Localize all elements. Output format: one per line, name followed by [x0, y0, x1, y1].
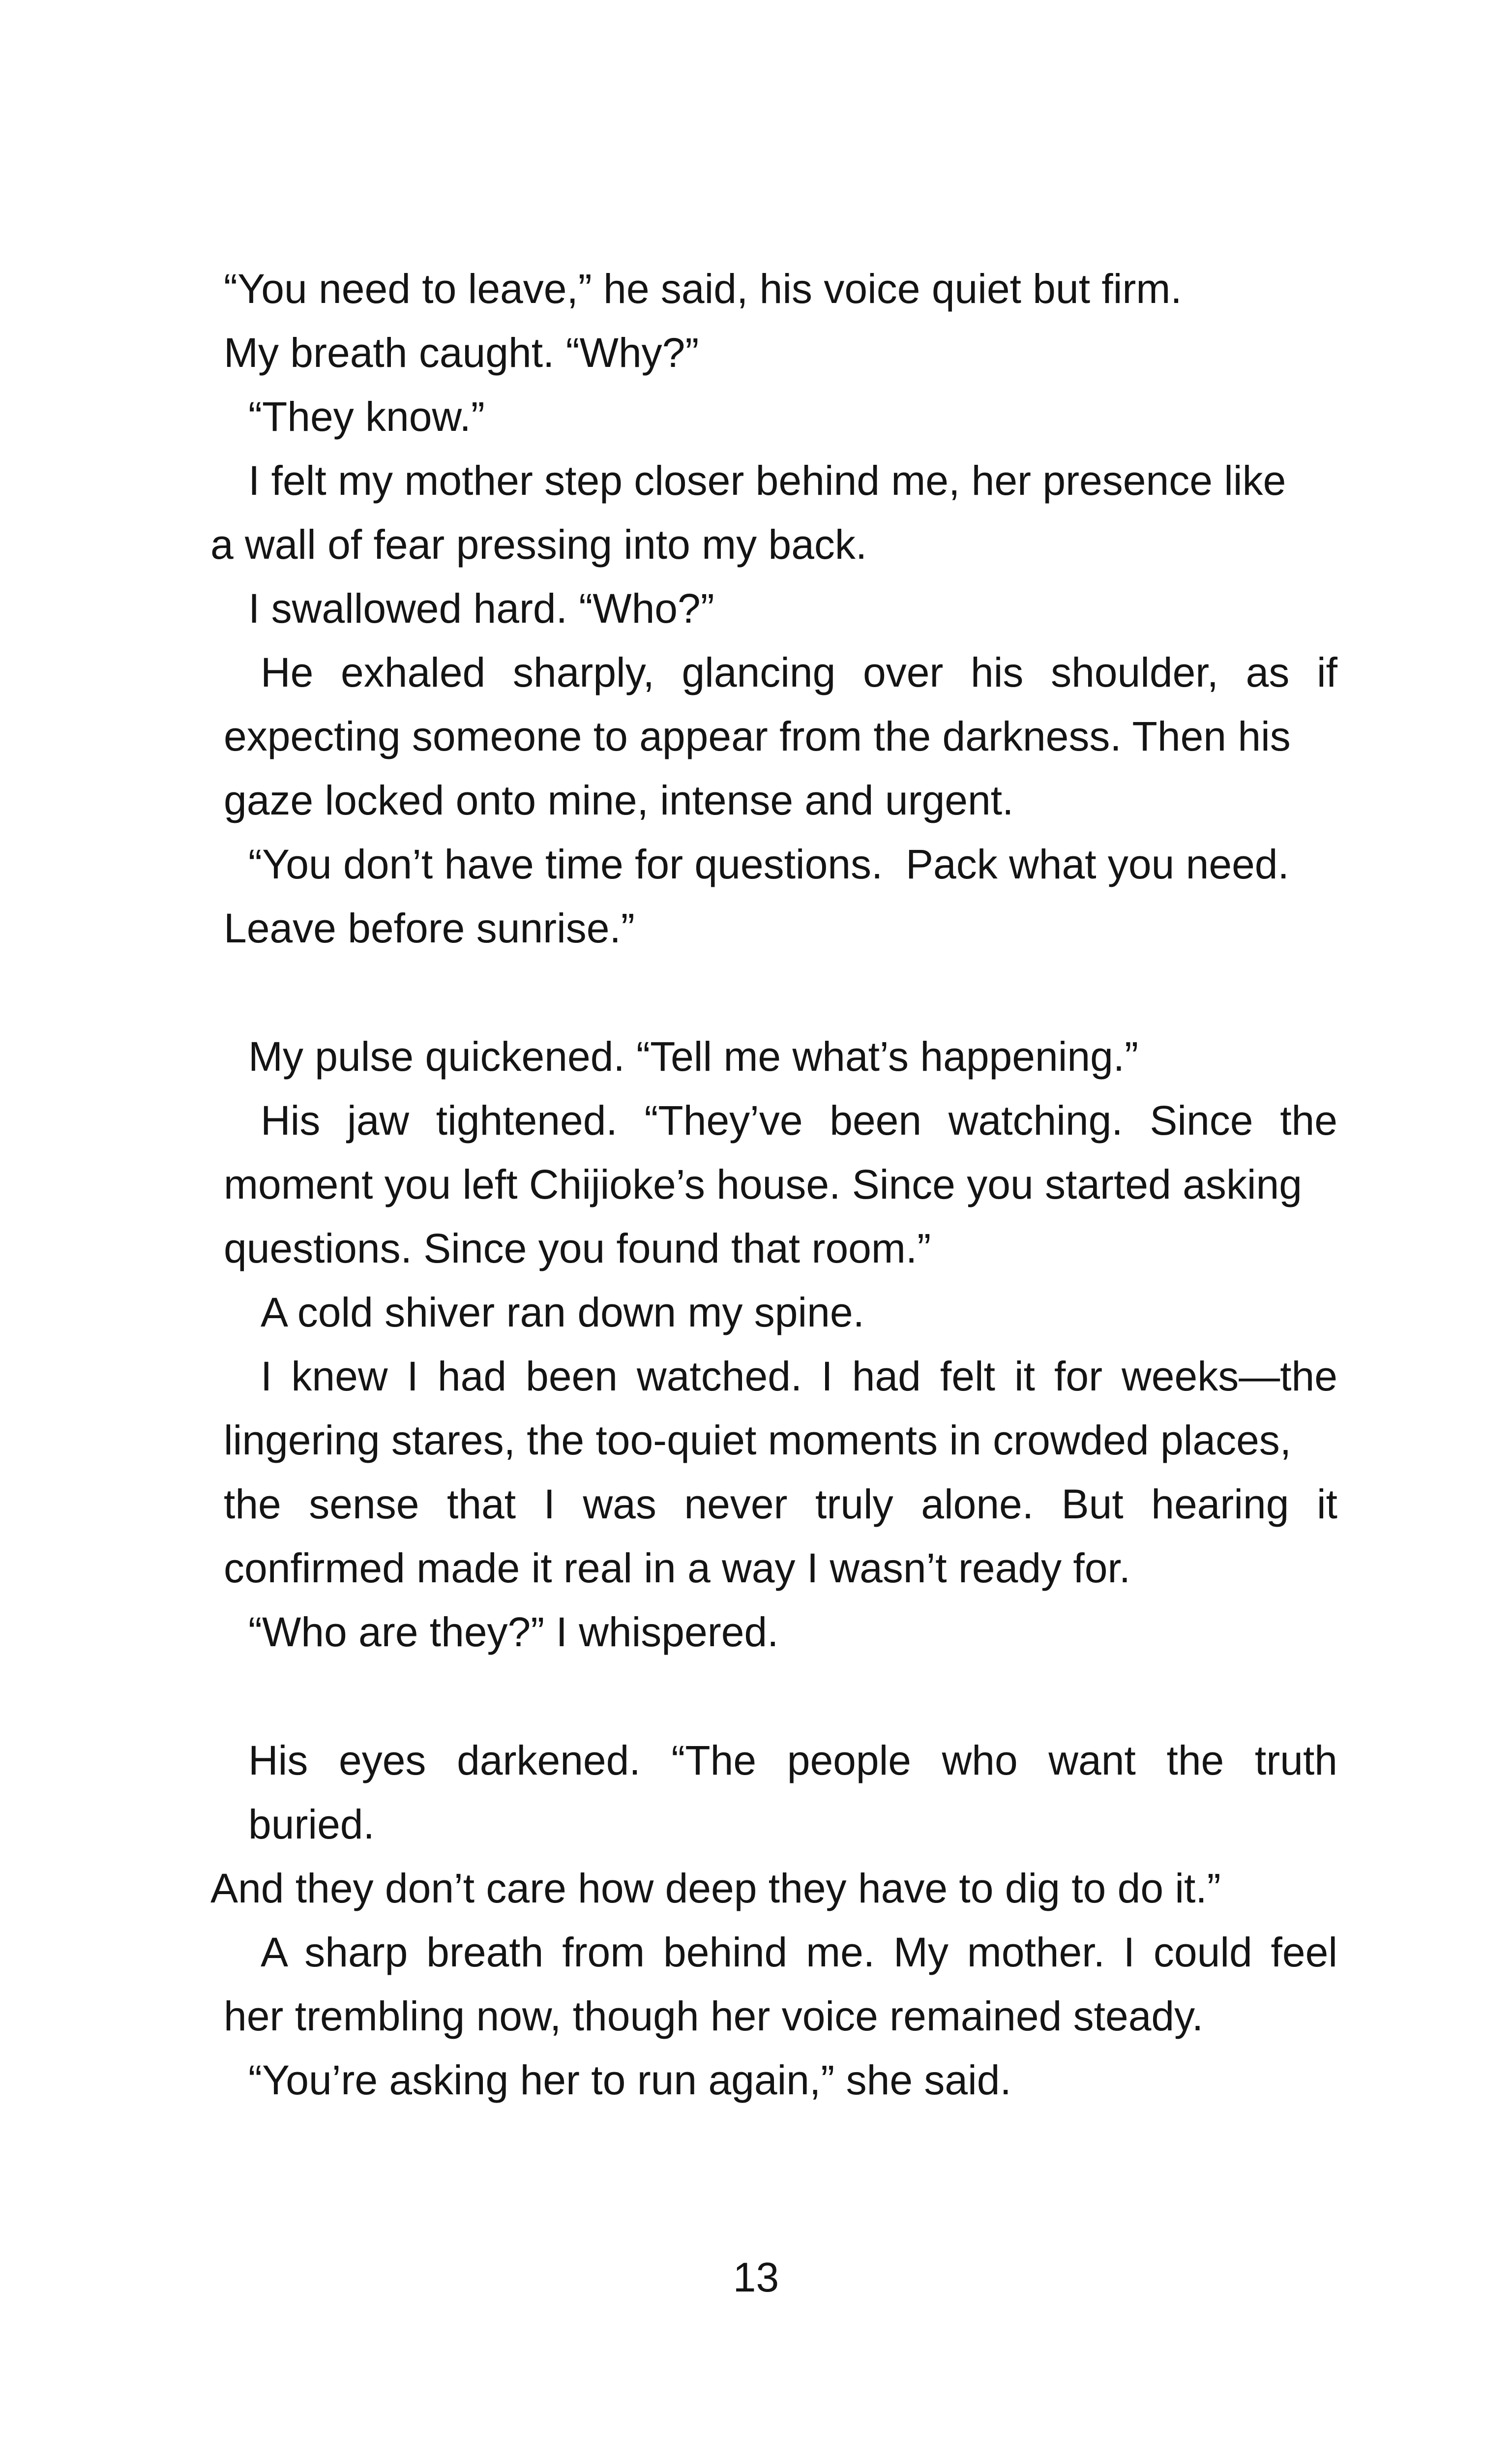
- text-line: expecting someone to appear from the darkness. Then his: [224, 713, 1291, 759]
- text-line: “You need to leave,” he said, his voice quiet but firm.: [224, 266, 1182, 312]
- text-line: He exhaled sharply, glancing over his shoulder, as if: [261, 649, 1337, 695]
- text-line: I felt my mother step closer behind me, her presence like: [248, 457, 1286, 504]
- text-line: gaze locked onto mine, intense and urgent.: [224, 777, 1014, 823]
- text-line: “You don’t have time for questions. Pack what you need.: [248, 841, 1289, 887]
- text-line: I swallowed hard. “Who?”: [248, 585, 714, 632]
- text-line: I knew I had been watched. I had felt it for weeks—the: [261, 1353, 1337, 1399]
- text-line: Leave before sunrise.”: [224, 905, 635, 951]
- text-line: “They know.”: [248, 393, 485, 440]
- text-line: His eyes darkened. “The people who want the truth: [248, 1737, 1337, 1783]
- text-line: lingering stares, the too-quiet moments in crowded places,: [224, 1417, 1292, 1463]
- text-line: confirmed made it real in a way I wasn’t ready for.: [224, 1545, 1131, 1591]
- text-line: questions. Since you found that room.”: [224, 1225, 931, 1271]
- text-line: “You’re asking her to run again,” she said.: [248, 2057, 1011, 2103]
- text-line: “Who are they?” I whispered.: [248, 1609, 779, 1655]
- text-line: moment you left Chijioke’s house. Since you started asking: [224, 1161, 1302, 1207]
- text-line: A cold shiver ran down my spine.: [261, 1289, 864, 1335]
- text-line: the sense that I was never truly alone. But hearing it: [224, 1481, 1337, 1527]
- text-line: buried.: [248, 1801, 375, 1847]
- text-line: My pulse quickened. “Tell me what’s happening.”: [248, 1033, 1139, 1080]
- text-line: her trembling now, though her voice remained steady.: [224, 1993, 1204, 2039]
- page-number: 13: [733, 2254, 779, 2300]
- text-line: My breath caught. “Why?”: [224, 330, 699, 376]
- text-line: A sharp breath from behind me. My mother. I could feel: [261, 1929, 1337, 1975]
- text-line: And they don’t care how deep they have to dig to do it.”: [210, 1865, 1221, 1911]
- text-line: a wall of fear pressing into my back.: [210, 521, 867, 568]
- text-line: His jaw tightened. “They’ve been watching. Since the: [261, 1097, 1337, 1144]
